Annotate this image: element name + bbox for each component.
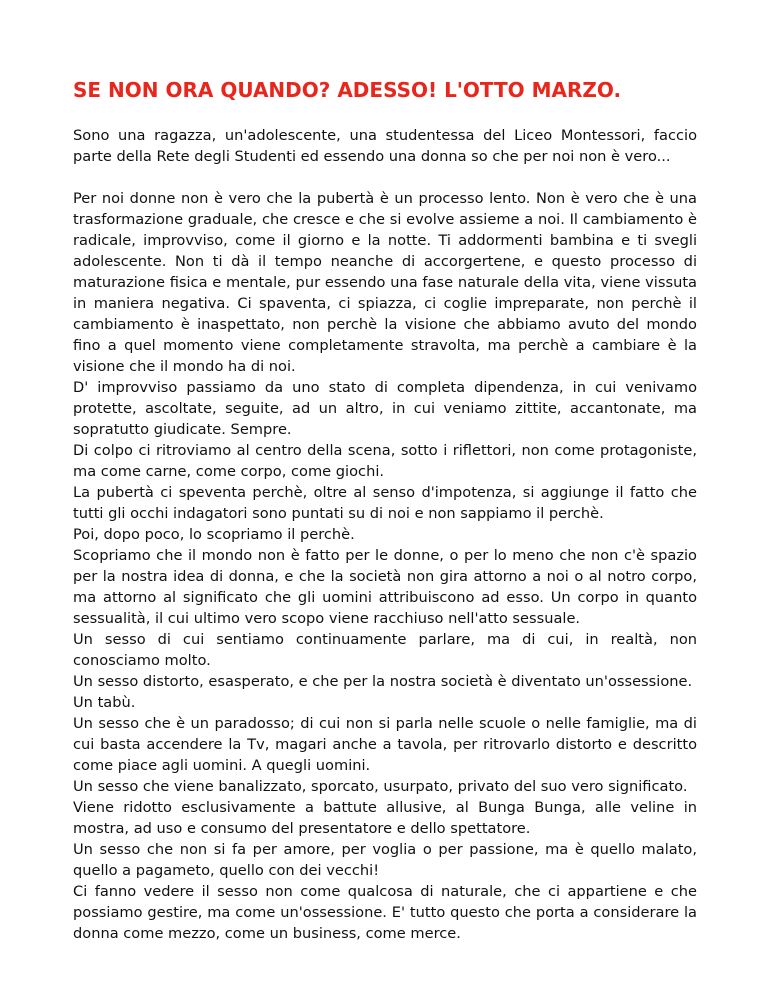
- body-paragraph: Un tabù.: [73, 694, 136, 711]
- body-paragraph: D' improvviso passiamo da uno stato di completa dipendenza, in cui venivamo protette, ascoltate, seguite, ad un altro, in cui veniamo zittite, accantonate, ma sopratutto giudicate. Sempre.: [73, 379, 697, 438]
- body-paragraph: Scopriamo che il mondo non è fatto per le donne, o per lo meno che non c'è spazio per la nostra idea di donna, e che la società non gira attorno a noi o al notro corpo, ma attorno al significato che gli uomini attribuiscono ad esso. Un corpo in quanto sessualità, il cui ultimo vero scopo viene racchiuso nell'atto sessuale.: [73, 547, 697, 627]
- body-paragraph: Un sesso che viene banalizzato, sporcato, usurpato, privato del suo vero significato.: [73, 778, 688, 795]
- body-paragraph: Di colpo ci ritroviamo al centro della scena, sotto i riflettori, non come protagoniste, ma come carne, come corpo, come giochi.: [73, 442, 697, 480]
- body-paragraph: La pubertà ci speventa perchè, oltre al senso d'impotenza, si aggiunge il fatto che tutti gli occhi indagatori sono puntati su di noi e non sappiamo il perchè.: [73, 484, 697, 522]
- document-body: [73, 125, 697, 944]
- body-paragraph: Ci fanno vedere il sesso non come qualcosa di naturale, che ci appartiene e che possiamo gestire, ma come un'ossessione. E' tutto questo che porta a considerare la donna come mezzo, come un business, come merce.: [73, 883, 697, 942]
- body-paragraph: Per noi donne non è vero che la pubertà è un processo lento. Non è vero che è una trasformazione graduale, che cresce e che si evolve assieme a noi. Il cambiamento è radicale, improvviso, come il giorno e la notte. Ti addormenti bambina e ti svegli adolescente. Non ti dà il tempo neanche di accorgertene, e questo processo di maturazione fisica e mentale, pur essendo una fase naturale della vita, viene vissuta in maniera negativa. Ci spaventa, ci spiazza, ci coglie impreparate, non perchè il cambiamento è inaspettato, non perchè la visione che abbiamo avuto del mondo fino a quel momento viene completamente stravolta, ma perchè a cambiare è la visione che il mondo ha di noi.: [73, 190, 697, 375]
- document-title: SE NON ORA QUANDO? ADESSO! L'OTTO MARZO.: [73, 78, 622, 102]
- body-paragraph: Un sesso distorto, esasperato, e che per la nostra società è diventato un'ossessione.: [73, 673, 693, 690]
- intro-paragraph: Sono una ragazza, un'adolescente, una studentessa del Liceo Montessori, faccio parte della Rete degli Studenti ed essendo una donna so che per noi non è vero...: [73, 127, 697, 165]
- body-paragraph: Un sesso di cui sentiamo continuamente parlare, ma di cui, in realtà, non conosciamo molto.: [73, 631, 697, 669]
- body-paragraph: Un sesso che è un paradosso; di cui non si parla nelle scuole o nelle famiglie, ma di cui basta accendere la Tv, magari anche a tavola, per ritrovarlo distorto e descritto come piace agli uomini. A quegli uomini.: [73, 715, 697, 774]
- body-paragraph: Poi, dopo poco, lo scopriamo il perchè.: [73, 526, 355, 543]
- body-paragraph: Viene ridotto esclusivamente a battute allusive, al Bunga Bunga, alle veline in mostra, ad uso e consumo del presentatore e dello spettatore.: [73, 799, 697, 837]
- body-paragraph: Un sesso che non si fa per amore, per voglia o per passione, ma è quello malato, quello a pagameto, quello con dei vecchi!: [73, 841, 697, 879]
